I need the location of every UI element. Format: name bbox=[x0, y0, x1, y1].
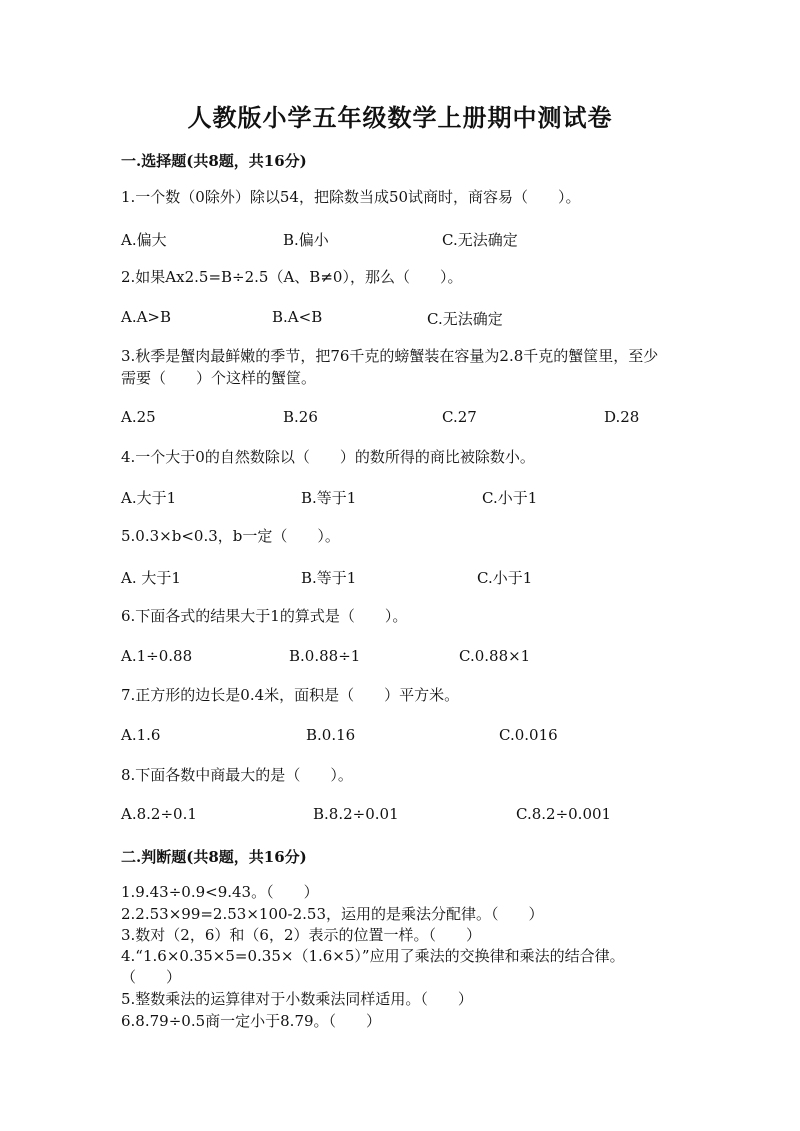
q3-option-c: C.27 bbox=[442, 408, 477, 426]
page-title: 人教版小学五年级数学上册期中测试卷 bbox=[187, 103, 613, 132]
q4-option-c: C.小于1 bbox=[482, 489, 538, 507]
q4-option-a: A.大于1 bbox=[121, 489, 177, 507]
q5-option-c: C.小于1 bbox=[477, 569, 533, 587]
q5-option-a: A. 大于1 bbox=[121, 569, 181, 587]
tf-item-4: 4.“1.6×0.35×5=0.35×（1.6×5）”应用了乘法的交换律和乘法的结合律。（ ） bbox=[121, 947, 625, 986]
q6-option-c: C.0.88×1 bbox=[459, 647, 531, 665]
section-heading-true-false: 二.判断题(共8题，共16分) bbox=[121, 848, 307, 866]
q7-option-a: A.1.6 bbox=[121, 726, 161, 744]
question-7: 7.正方形的边长是0.4米，面积是（ ）平方米。 bbox=[121, 686, 460, 704]
q1-option-a: A.偏大 bbox=[121, 231, 167, 249]
q7-option-c: C.0.016 bbox=[499, 726, 558, 744]
section-heading-choice: 一.选择题(共8题，共16分) bbox=[121, 152, 307, 170]
q7-option-b: B.0.16 bbox=[306, 726, 356, 744]
question-4: 4.一个大于0的自然数除以（ ）的数所得的商比被除数小。 bbox=[121, 448, 535, 466]
q8-option-a: A.8.2÷0.1 bbox=[121, 805, 197, 823]
q2-option-b: B.A<B bbox=[272, 308, 323, 326]
tf-item-6: 6.8.79÷0.5商一定小于8.79。（ ） bbox=[121, 1012, 382, 1030]
q6-option-b: B.0.88÷1 bbox=[289, 647, 361, 665]
question-6: 6.下面各式的结果大于1的算式是（ ）。 bbox=[121, 607, 408, 625]
question-3: 3.秋季是蟹肉最鲜嫩的季节，把76千克的螃蟹装在容量为2.8千克的蟹筐里，至少需要（ ）个这样的蟹筐。 bbox=[121, 347, 659, 387]
q6-option-a: A.1÷0.88 bbox=[121, 647, 193, 665]
q2-option-a: A.A>B bbox=[121, 308, 172, 326]
question-8: 8.下面各数中商最大的是（ ）。 bbox=[121, 766, 353, 784]
q5-option-b: B.等于1 bbox=[301, 569, 357, 587]
q4-option-b: B.等于1 bbox=[301, 489, 357, 507]
tf-item-3: 3.数对（2，6）和（6，2）表示的位置一样。（ ） bbox=[121, 926, 481, 944]
q2-option-c: C.无法确定 bbox=[427, 310, 503, 328]
question-1: 1.一个数（0除外）除以54，把除数当成50试商时，商容易（ ）。 bbox=[121, 188, 581, 206]
q3-option-b: B.26 bbox=[283, 408, 318, 426]
question-2: 2.如果Ax2.5=B÷2.5（A、B≠0），那么（ ）。 bbox=[121, 268, 463, 286]
q8-option-b: B.8.2÷0.01 bbox=[313, 805, 399, 823]
tf-item-5: 5.整数乘法的运算律对于小数乘法同样适用。（ ） bbox=[121, 990, 473, 1008]
q8-option-c: C.8.2÷0.001 bbox=[516, 805, 612, 823]
q1-option-b: B.偏小 bbox=[283, 231, 329, 249]
tf-item-1: 1.9.43÷0.9<9.43。（ ） bbox=[121, 883, 319, 901]
tf-item-2: 2.2.53×99=2.53×100-2.53，运用的是乘法分配律。（ ） bbox=[121, 905, 544, 923]
q3-option-a: A.25 bbox=[121, 408, 156, 426]
question-5: 5.0.3×b<0.3，b一定（ ）。 bbox=[121, 527, 340, 545]
q3-option-d: D.28 bbox=[604, 408, 640, 426]
q1-option-c: C.无法确定 bbox=[442, 231, 518, 249]
